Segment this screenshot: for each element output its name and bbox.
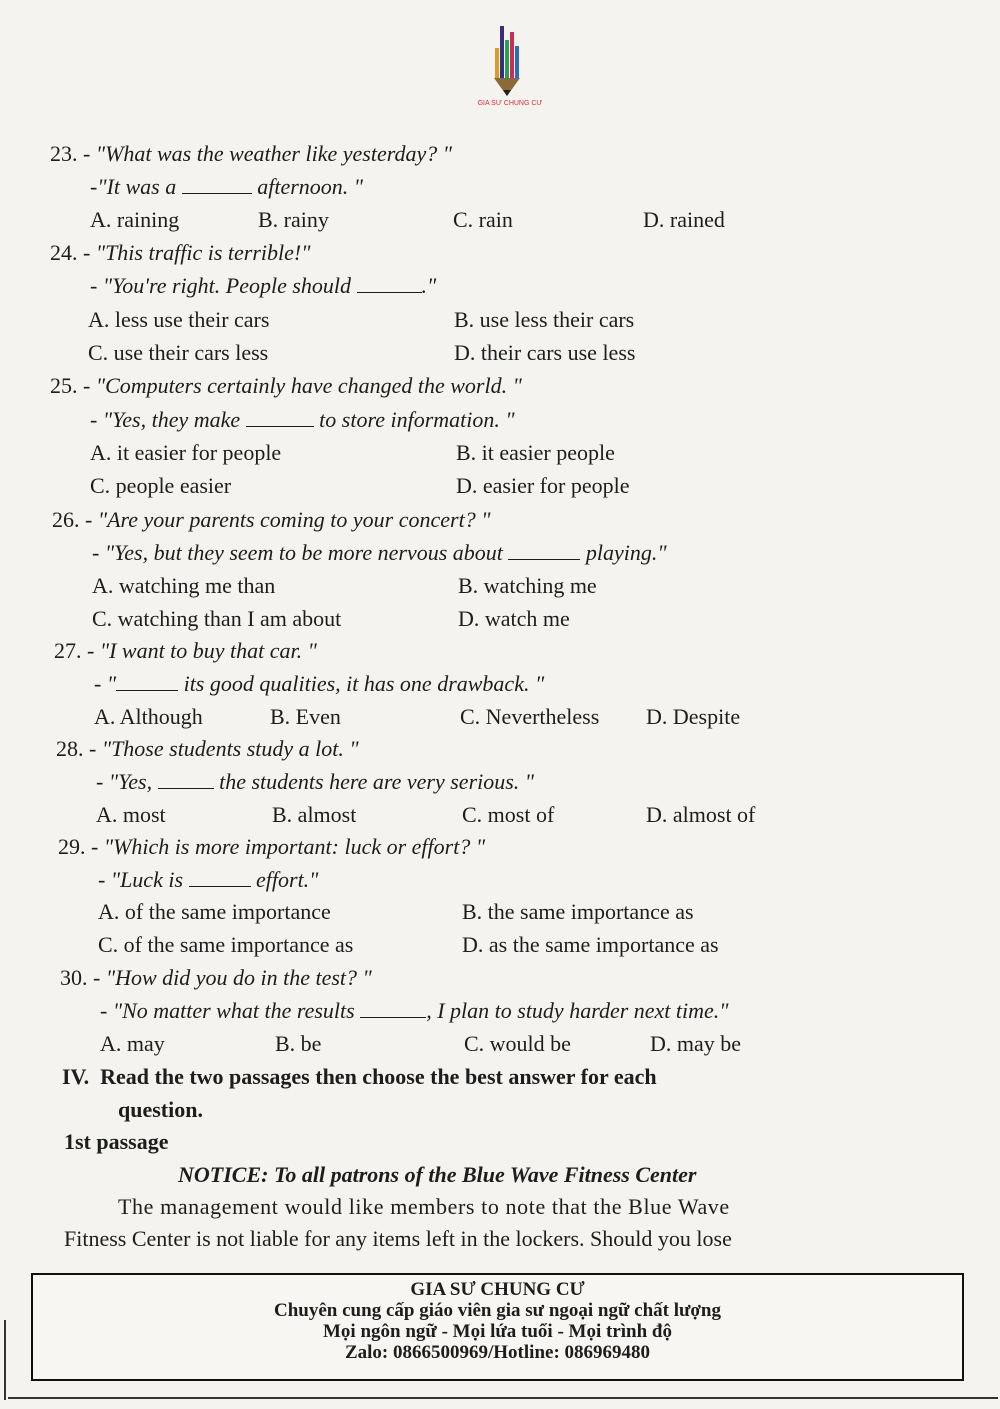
answer-blank <box>182 175 252 194</box>
question-23-response <box>90 174 363 200</box>
answer-blank <box>246 408 314 427</box>
question-number: 23. <box>50 141 78 166</box>
question-26-prompt <box>52 507 490 533</box>
option-c[interactable]: C. rain <box>453 207 513 232</box>
question-30-prompt <box>60 965 372 991</box>
footer-audience: Mọi ngôn ngữ - Mọi lứa tuổi - Mọi trình độ <box>323 1321 672 1342</box>
question-27-prompt <box>54 638 317 664</box>
answer-blank <box>508 541 580 560</box>
option-b[interactable]: B. almost <box>272 802 357 827</box>
option-d[interactable]: D. rained <box>643 207 725 232</box>
option-c[interactable]: C. most of <box>462 802 555 827</box>
question-line: - "This traffic is terrible!" <box>83 240 311 265</box>
question-number: 25. <box>50 373 78 398</box>
option-d[interactable]: D. easier for people <box>456 473 630 498</box>
option-a[interactable]: A. Although <box>94 704 203 729</box>
option-d[interactable]: D. as the same importance as <box>462 932 719 957</box>
response-text-post: , I plan to study harder next time." <box>426 998 729 1023</box>
passage-line-1: The management would like members to note that the Blue Wave <box>118 1194 730 1219</box>
question-number: 24. <box>50 240 78 265</box>
passage-label: 1st passage <box>64 1129 169 1154</box>
option-a[interactable]: A. most <box>96 802 166 827</box>
section-number: IV. <box>62 1064 90 1089</box>
option-d[interactable]: D. their cars use less <box>454 340 636 365</box>
question-line: - "Which is more important: luck or effort? " <box>91 834 486 859</box>
logo-text: GIA SƯ CHUNG CƯ <box>477 100 543 107</box>
response-text-pre: - "Yes, but they seem to be more nervous about <box>92 540 509 565</box>
option-a[interactable]: A. less use their cars <box>88 307 270 332</box>
option-d[interactable]: D. may be <box>650 1031 742 1056</box>
response-text-pre: - "No matter what the results <box>100 998 361 1023</box>
option-a[interactable]: A. watching me than <box>92 573 276 598</box>
option-b[interactable]: B. it easier people <box>456 440 615 465</box>
footer-tagline: Chuyên cung cấp giáo viên gia sư ngoại ngữ chất lượng <box>274 1300 721 1321</box>
option-b[interactable]: B. the same importance as <box>462 899 694 924</box>
response-text-pre: - "You're right. People should <box>90 273 357 298</box>
section-heading <box>62 1064 657 1090</box>
footer-brand: GIA SƯ CHUNG CƯ <box>410 1279 585 1300</box>
question-24-response <box>90 273 436 299</box>
option-b[interactable]: B. watching me <box>458 573 597 598</box>
response-text-pre: -"It was a <box>90 174 182 199</box>
response-text-pre: - "Yes, they make <box>90 407 246 432</box>
question-30-response <box>100 998 729 1024</box>
question-number: 28. <box>56 736 84 761</box>
response-text-pre: - " <box>94 671 117 696</box>
option-a[interactable]: A. raining <box>90 207 180 232</box>
response-text-pre: - "Luck is <box>98 867 189 892</box>
response-text-pre: - "Yes, <box>96 769 158 794</box>
question-25-prompt <box>50 373 522 399</box>
question-29-prompt <box>58 834 485 860</box>
question-24-prompt <box>50 240 310 266</box>
footer-contact: Zalo: 0866500969/Hotline: 086969480 <box>344 1342 651 1363</box>
question-27-response <box>94 671 544 697</box>
option-c[interactable]: C. would be <box>464 1031 571 1056</box>
section-heading-line2: question. <box>118 1097 203 1122</box>
option-d[interactable]: D. Despite <box>646 704 741 729</box>
option-b[interactable]: B. use less their cars <box>454 307 635 332</box>
option-c[interactable]: C. of the same importance as <box>98 932 354 957</box>
option-b[interactable]: B. be <box>275 1031 322 1056</box>
option-c[interactable]: C. watching than I am about <box>92 606 342 631</box>
option-d[interactable]: D. watch me <box>458 606 570 631</box>
question-number: 29. <box>58 834 86 859</box>
pencil-chart-logo-icon <box>472 18 548 100</box>
response-text-post: effort." <box>250 867 319 892</box>
answer-blank <box>189 868 251 887</box>
question-26-response <box>92 540 667 566</box>
scan-edge-mark <box>8 1397 998 1399</box>
question-line: - "How did you do in the test? " <box>93 965 372 990</box>
footer-ad-box <box>31 1273 964 1381</box>
question-line: - "Those students study a lot. " <box>89 736 359 761</box>
response-text-post: afternoon. " <box>251 174 364 199</box>
answer-blank <box>357 274 422 293</box>
question-line: "What was the weather like yesterday? " <box>95 141 452 166</box>
option-c[interactable]: C. people easier <box>90 473 232 498</box>
response-text-post: the students here are very serious. " <box>213 769 535 794</box>
response-text-post: to store information. " <box>313 407 515 432</box>
response-text-post: ." <box>421 273 437 298</box>
question-line: - "Are your parents coming to your concert? " <box>85 507 491 532</box>
answer-blank <box>116 672 178 691</box>
option-b[interactable]: B. Even <box>270 704 341 729</box>
answer-blank <box>360 999 426 1018</box>
question-line: - "I want to buy that car. " <box>87 638 317 663</box>
scan-edge-mark <box>4 1320 6 1400</box>
section-heading-line1: Read the two passages then choose the best answer for each <box>100 1064 657 1089</box>
option-a[interactable]: A. it easier for people <box>90 440 282 465</box>
question-number: 27. <box>54 638 82 663</box>
passage-line-2: Fitness Center is not liable for any items left in the lockers. Should you lose <box>64 1226 732 1251</box>
option-d[interactable]: D. almost of <box>646 802 756 827</box>
question-number: 30. <box>60 965 88 990</box>
option-c[interactable]: C. use their cars less <box>88 340 269 365</box>
question-number: 26. <box>52 507 80 532</box>
answer-blank <box>158 770 214 789</box>
response-text-post: playing." <box>580 540 667 565</box>
option-a[interactable]: A. may <box>100 1031 165 1056</box>
response-text-post: its good qualities, it has one drawback. " <box>178 671 545 696</box>
option-c[interactable]: C. Nevertheless <box>460 704 600 729</box>
option-b[interactable]: B. rainy <box>258 207 329 232</box>
question-23-prompt: 23. - "What was the weather like yesterday? " <box>50 141 452 166</box>
option-a[interactable]: A. of the same importance <box>98 899 331 924</box>
question-28-prompt <box>56 736 359 762</box>
brand-logo <box>472 18 548 113</box>
notice-title: NOTICE: To all patrons of the Blue Wave Fitness Center <box>178 1162 697 1187</box>
question-29-response <box>98 867 318 893</box>
question-line: - "Computers certainly have changed the world. " <box>83 373 522 398</box>
question-28-response <box>96 769 534 795</box>
question-25-response <box>90 407 515 433</box>
